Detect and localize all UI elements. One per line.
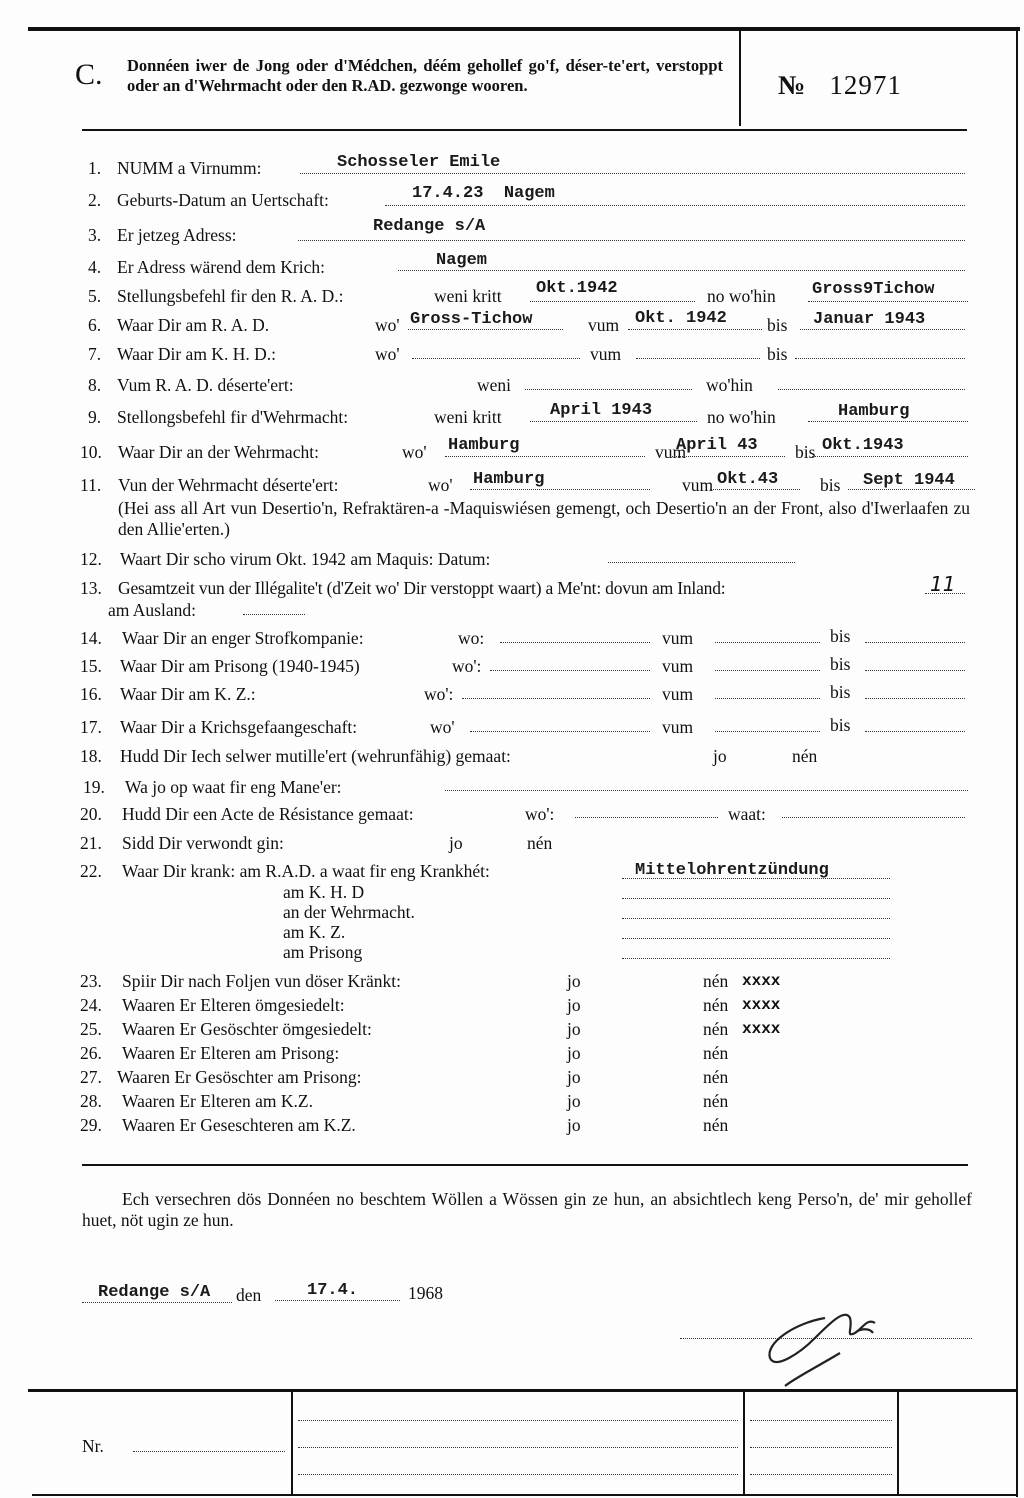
strike-mark: xxxx xyxy=(742,972,781,990)
item-label: Geburts-Datum an Uertschaft: xyxy=(117,190,329,210)
to-label: bis xyxy=(795,442,816,462)
item-number: 9. xyxy=(88,407,102,427)
item-label: Waaren Er Elteren ömgesiedelt: xyxy=(122,995,345,1015)
where-value: Hamburg xyxy=(473,470,545,489)
year-text: 1968 xyxy=(408,1283,443,1303)
where-value: Hamburg xyxy=(448,436,520,455)
item-number: 16. xyxy=(80,684,102,704)
item-label: Wa jo op waat fir eng Mane'er: xyxy=(125,777,342,797)
item-number: 24. xyxy=(80,995,102,1015)
item-number: 26. xyxy=(80,1043,102,1063)
from-label: vum xyxy=(655,442,687,462)
yes-option[interactable]: jo xyxy=(567,1043,581,1063)
from-label: vum xyxy=(662,656,694,676)
from-label: vum xyxy=(662,684,694,704)
item-label: Waaren Er Elteren am K.Z. xyxy=(122,1091,313,1111)
no-option[interactable]: nén xyxy=(527,833,553,853)
from-value: April 43 xyxy=(676,436,758,455)
abroad-label: am Ausland: xyxy=(108,600,196,620)
yes-option[interactable]: jo xyxy=(567,1091,581,1111)
when-label: weni kritt xyxy=(434,407,502,427)
where-label: wo'hin xyxy=(706,375,753,395)
strike-mark: xxxx xyxy=(742,996,781,1014)
where-label: wo' xyxy=(430,717,455,737)
section-divider xyxy=(82,1164,968,1166)
to-field[interactable] xyxy=(865,713,965,732)
no-option[interactable]: nén xyxy=(703,1115,729,1135)
from-field[interactable] xyxy=(715,680,820,699)
no-option[interactable]: nén xyxy=(703,1067,729,1087)
from-label: vum xyxy=(588,315,620,335)
name-value: Schosseler Emile xyxy=(337,153,501,172)
item-label: Waaren Er Gesöschter am Prisong: xyxy=(117,1067,362,1087)
item-number: 21. xyxy=(80,833,102,853)
where-label: wo' xyxy=(375,315,400,335)
illness-value: Mittelohrentzündung xyxy=(635,861,829,880)
where-label: wo' xyxy=(428,475,453,495)
where-label: wo': xyxy=(525,804,555,824)
number-value: 12971 xyxy=(829,70,902,100)
table-field[interactable] xyxy=(750,1402,892,1421)
item-number: 23. xyxy=(80,971,102,991)
item-number: 18. xyxy=(80,746,102,766)
item-number: 13. xyxy=(80,578,102,598)
item-label: Hudd Dir een Acte de Résistance gemaat: xyxy=(122,804,414,824)
to-label: bis xyxy=(830,626,851,646)
item-label: Stellungsbefehl fir den R. A. D.: xyxy=(117,286,344,306)
item-number: 7. xyxy=(88,344,102,364)
item-label: Spiir Dir nach Foljen vun döser Kränkt: xyxy=(122,971,401,991)
item-number: 10. xyxy=(80,442,102,462)
from-value: Okt. 1942 xyxy=(635,309,727,328)
to-field[interactable] xyxy=(795,340,965,359)
table-divider xyxy=(291,1390,293,1495)
item-label: Er jetzeg Adress: xyxy=(117,225,237,245)
where-value: Hamburg xyxy=(838,402,910,421)
item-label: Waart Dir scho virum Okt. 1942 am Maquis: Datum: xyxy=(120,549,491,569)
nr-field[interactable] xyxy=(133,1433,285,1452)
no-option[interactable]: nén xyxy=(703,1091,729,1111)
table-field[interactable] xyxy=(298,1429,738,1448)
item-number: 1. xyxy=(88,158,102,178)
header-bottom-line xyxy=(82,129,967,131)
sub-label: am Prisong xyxy=(283,942,363,962)
desertion-note: (Hei ass all Art vun Desertio'n, Refraktären-a -Maquiswiésen gemengt, och Desertio'n an der Front, also d'Iwerlaafen zu den Allie'erten.) xyxy=(118,498,970,539)
form-number xyxy=(778,70,902,101)
abroad-field[interactable] xyxy=(243,596,305,615)
sub-label: an der Wehrmacht. xyxy=(283,902,415,922)
what-label: waat: xyxy=(728,804,766,824)
den-label: den xyxy=(236,1285,262,1305)
item-label: Vum R. A. D. déserte'ert: xyxy=(117,375,294,395)
item-number: 3. xyxy=(88,225,102,245)
where-value: Gross-Tichow xyxy=(410,310,533,329)
yes-option[interactable]: jo xyxy=(567,971,581,991)
number-symbol: № xyxy=(778,70,807,100)
table-top-line xyxy=(28,1389,1018,1392)
from-value: Okt.43 xyxy=(717,470,779,489)
date-value: 17.4. xyxy=(307,1281,359,1300)
yes-option[interactable]: jo xyxy=(449,833,463,853)
item-label: Waar Dir an enger Strofkompanie: xyxy=(122,628,364,648)
sub-field[interactable] xyxy=(622,940,890,959)
item-label: Waar Dir an der Wehrmacht: xyxy=(118,442,319,462)
table-field[interactable] xyxy=(298,1456,738,1475)
from-label: vum xyxy=(662,717,694,737)
item-label: Er Adress wärend dem Krich: xyxy=(117,257,325,277)
no-option[interactable]: nén xyxy=(703,971,729,991)
to-value: Januar 1943 xyxy=(813,310,926,329)
place-value: Redange s/A xyxy=(98,1283,211,1302)
where-label: wo' xyxy=(402,442,427,462)
from-label: vum xyxy=(590,344,622,364)
item-number: 8. xyxy=(88,375,102,395)
sub-label: am K. H. D xyxy=(283,882,365,902)
where-label: no wo'hin xyxy=(707,286,776,306)
item-label: Hudd Dir Iech selwer mutille'ert (wehrunfähig) gemaat: xyxy=(120,746,511,766)
to-label: bis xyxy=(767,344,788,364)
item-label: Waar Dir am Prisong (1940-1945) xyxy=(120,656,360,676)
where-value: Gross9Tichow xyxy=(812,280,935,299)
yes-option[interactable]: jo xyxy=(567,995,581,1015)
to-label: bis xyxy=(767,315,788,335)
where-field[interactable] xyxy=(470,713,650,732)
strike-mark: xxxx xyxy=(742,1020,781,1038)
item-label: Gesamtzeit vun der Illégalite't (d'Zeit wo' Dir verstoppt waart) a Me'nt: dovun am Inland: xyxy=(118,578,726,598)
to-field[interactable] xyxy=(865,624,965,643)
item-number: 25. xyxy=(80,1019,102,1039)
inland-value: 11 xyxy=(930,572,956,596)
item-label: Waar Dir am K. H. D.: xyxy=(117,344,276,364)
where-label: wo: xyxy=(458,628,485,648)
item-number: 28. xyxy=(80,1091,102,1111)
item-label: Waar Dir am K. Z.: xyxy=(120,684,256,704)
header-divider xyxy=(739,30,741,126)
to-label: bis xyxy=(830,682,851,702)
table-field[interactable] xyxy=(298,1402,738,1421)
maquis-date-field[interactable] xyxy=(608,544,795,563)
from-label: vum xyxy=(662,628,694,648)
where-field[interactable] xyxy=(462,680,650,699)
item-label: Vun der Wehrmacht déserte'ert: xyxy=(118,475,339,495)
from-field[interactable] xyxy=(715,652,820,671)
where-label: wo' xyxy=(375,344,400,364)
where-label: no wo'hin xyxy=(707,407,776,427)
table-field[interactable] xyxy=(750,1429,892,1448)
to-label: bis xyxy=(830,715,851,735)
war-address-value: Nagem xyxy=(436,251,488,270)
when-value: April 1943 xyxy=(550,401,653,420)
birth-value: 17.4.23 Nagem xyxy=(412,184,555,203)
yes-option[interactable]: jo xyxy=(567,1115,581,1135)
item-number: 15. xyxy=(80,656,102,676)
from-label: vum xyxy=(682,475,714,495)
item-number: 12. xyxy=(80,549,102,569)
item-number: 27. xyxy=(80,1067,102,1087)
item-label: Waar Dir a Krichsgefaangeschaft: xyxy=(120,717,358,737)
item-label: Waaren Er Geseschteren am K.Z. xyxy=(122,1115,356,1135)
item-number: 19. xyxy=(83,777,105,797)
to-field[interactable] xyxy=(865,652,965,671)
to-label: bis xyxy=(830,654,851,674)
item-label: Stellongsbefehl fir d'Wehrmacht: xyxy=(117,407,349,427)
when-label: weni xyxy=(477,375,512,395)
where-field[interactable] xyxy=(575,799,718,818)
item-number: 20. xyxy=(80,804,102,824)
item-number: 2. xyxy=(88,190,102,210)
section-letter: C. xyxy=(75,58,103,91)
to-label: bis xyxy=(820,475,841,495)
item-label: NUMM a Virnumm: xyxy=(117,158,262,178)
item-number: 11. xyxy=(80,475,102,495)
from-field[interactable] xyxy=(715,624,820,643)
no-option[interactable]: nén xyxy=(792,746,818,766)
sub-field[interactable] xyxy=(622,880,890,899)
right-border xyxy=(1016,27,1018,1497)
where-label: wo': xyxy=(452,656,482,676)
no-option[interactable]: nén xyxy=(703,1019,729,1039)
address-value: Redange s/A xyxy=(373,217,486,236)
item-label: Waaren Er Elteren am Prisong: xyxy=(122,1043,340,1063)
where-field[interactable] xyxy=(778,371,965,390)
table-divider xyxy=(743,1390,745,1495)
no-option[interactable]: nén xyxy=(703,1043,729,1063)
item-number: 4. xyxy=(88,257,102,277)
when-field[interactable] xyxy=(525,371,692,390)
item-label: Sidd Dir verwondt gin: xyxy=(122,833,284,853)
item-number: 14. xyxy=(80,628,102,648)
from-field[interactable] xyxy=(636,340,760,359)
form-title: Donnéen iwer de Jong oder d'Médchen, déém gehollef go'f, déser-te'ert, verstoppt oder an d'Wehrmacht oder den R.AD. gezwonge wooren. xyxy=(127,56,723,95)
table-divider xyxy=(897,1390,899,1495)
to-field[interactable] xyxy=(865,680,965,699)
sub-field[interactable] xyxy=(622,900,890,919)
where-label: wo': xyxy=(424,684,454,704)
when-label: weni kritt xyxy=(434,286,502,306)
item-number: 17. xyxy=(80,717,102,737)
where-field[interactable] xyxy=(500,624,650,643)
when-value: Okt.1942 xyxy=(536,279,618,298)
item-label: Waaren Er Gesöschter ömgesiedelt: xyxy=(122,1019,372,1039)
to-value: Sept 1944 xyxy=(863,471,955,490)
item-number: 5. xyxy=(88,286,102,306)
item-number: 6. xyxy=(88,315,102,335)
table-field[interactable] xyxy=(750,1456,892,1475)
yes-option[interactable]: jo xyxy=(713,746,727,766)
item-label: Waar Dir krank: am R.A.D. a waat fir eng Krankhét: xyxy=(122,861,490,881)
item-number: 22. xyxy=(80,861,102,881)
from-field[interactable] xyxy=(715,713,820,732)
yes-option[interactable]: jo xyxy=(567,1067,581,1087)
yes-option[interactable]: jo xyxy=(567,1019,581,1039)
to-value: Okt.1943 xyxy=(822,436,904,455)
declaration-text: Ech versechren dös Donnéen no beschtem Wöllen a Wössen gin ze hun, an absichtlech keng Perso'n, de' mir gehollef huet, nöt ugin ze hun. xyxy=(82,1189,972,1230)
item-label: Waar Dir am R. A. D. xyxy=(117,315,270,335)
signature-icon xyxy=(755,1298,895,1393)
no-option[interactable]: nén xyxy=(703,995,729,1015)
table-bottom-line xyxy=(32,1494,1018,1496)
item-number: 29. xyxy=(80,1115,102,1135)
sub-label: am K. Z. xyxy=(283,922,346,942)
manner-field[interactable] xyxy=(445,772,968,791)
sub-field[interactable] xyxy=(622,920,890,939)
where-field[interactable] xyxy=(412,340,580,359)
nr-label: Nr. xyxy=(82,1436,104,1456)
where-field[interactable] xyxy=(490,652,650,671)
what-field[interactable] xyxy=(782,799,965,818)
top-border xyxy=(28,27,1020,31)
